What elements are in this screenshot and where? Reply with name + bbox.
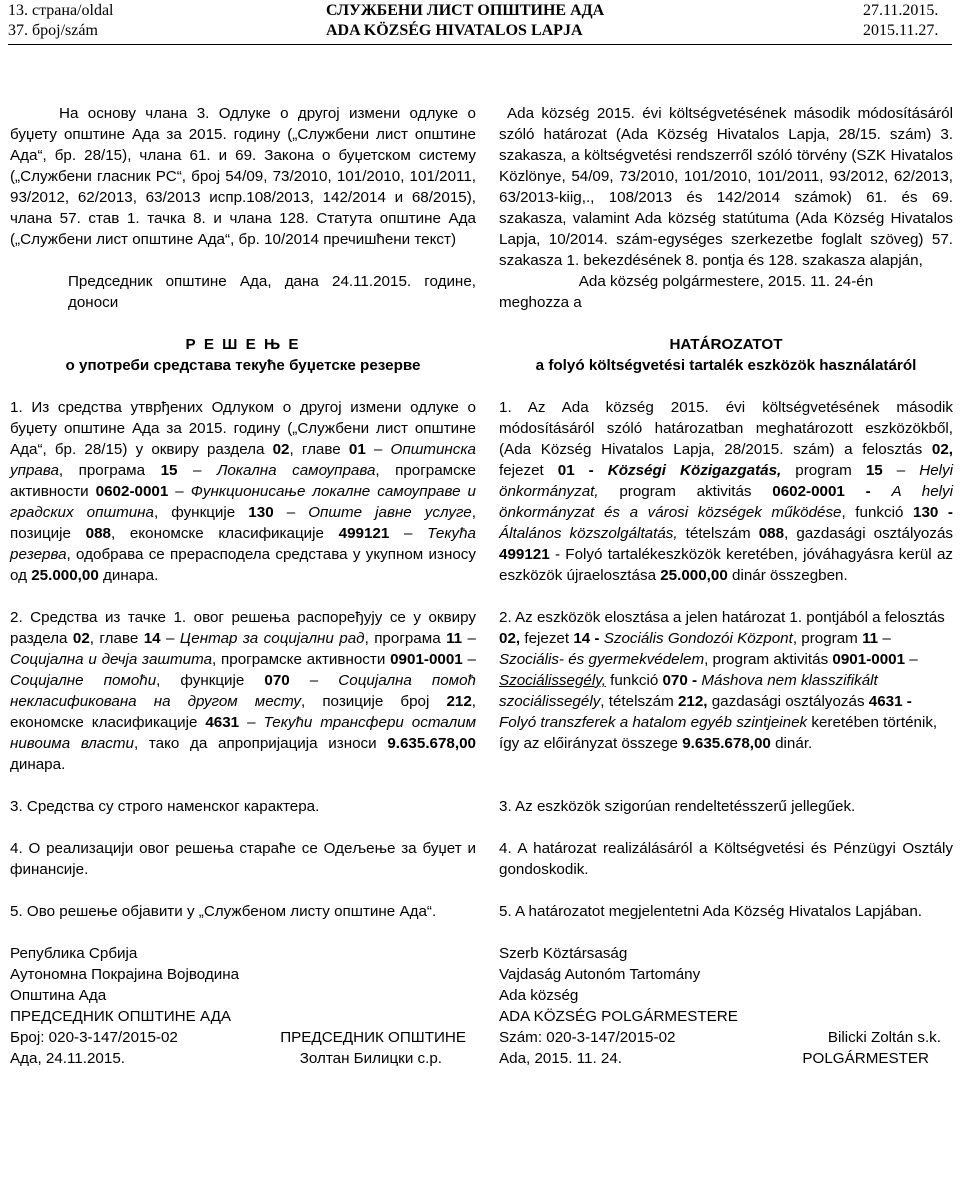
point-4: 4. О реализацији овог решења стараће се Одељење за буџет и финансије. — [10, 840, 476, 878]
journal-title-hu: ADA KÖZSÉG HIVATALOS LAPJA — [326, 22, 583, 39]
signature-municipality-hu: Ada község — [499, 987, 579, 1004]
date-hu: 2015.11.27. — [863, 22, 939, 39]
point-5: 5. Ово решење објавити у „Службеном листу општине Ада“. — [10, 903, 437, 920]
page-header — [0, 0, 960, 42]
decision-subtitle-hu: a folyó költségvetési tartalék eszközök használatáról — [535, 357, 917, 374]
point-1-hu: 1. Az Ada község 2015. évi költségvetésének második módosításáról szóló határozatban meghatározott eszközökből, (Ada Község Hivatalos Lapja, 28/2015. szám) a felosztás 02, fejezet 01 - Községi Közigazgatás, program 15 – Helyi önkormányzat, program aktivitás 0602-0001 - A helyi önkormányzat és a városi községek működése, funkció 130 - Általános közszolgáltatás, tételszám 088, gazdasági osztályozás 499121 - Folyó tartalékeszközök keretében, jóváhagyásra kerül az eszközök újraelosztása 25.000,00 dinár összegben. — [499, 399, 953, 584]
signature-province: Аутономна Покрајина Војводина — [10, 966, 240, 983]
intro-paragraph: На основу члана 3. Одлуке о другој измени одлуке о буџету општине Ада за 2015. годину („Службени лист општине Ада“, бр. 28/15), члана 61. и 69. Закона о буџетском систему („Службени гласник РС“, број 54/09, 73/2010, 101/2010, 101/2011, 93/2012, 62/2013, 63/2013 испр.108/2013, 142/2014 и 68/2015), члана 57. став 1. тачка 8. и члана 128. Статута општине Ада („Службени лист општине Ада“, бр. 10/2014 пречишћени текст) — [10, 105, 476, 248]
signature-municipality: Општина Ада — [10, 987, 107, 1004]
point-3: 3. Средства су строго наменског карактера. — [10, 798, 320, 815]
header-rule — [8, 44, 952, 45]
document-date-hu: Ada, 2015. 11. 24. — [499, 1050, 623, 1067]
serbian-column — [10, 103, 476, 1069]
signature-date-row-hu — [499, 1048, 953, 1069]
signature-republic: Република Србија — [10, 945, 138, 962]
journal-title-sr: СЛУЖБЕНИ ЛИСТ ОПШТИНЕ АДА — [326, 2, 605, 19]
mayor-line-hu-2: meghozza a — [499, 294, 582, 311]
hungarian-column — [499, 103, 953, 1069]
issue-number: 37. број/szám — [8, 22, 98, 39]
signature-number-row — [10, 1027, 476, 1048]
document-number-hu: Szám: 020-3-147/2015-02 — [499, 1029, 676, 1046]
signature-number-row-hu — [499, 1027, 953, 1048]
point-5-hu: 5. A határozatot megjelentetni Ada Község Hivatalos Lapjában. — [499, 903, 923, 920]
document-date: Ада, 24.11.2015. — [10, 1050, 125, 1067]
page-number: 13. страна/oldal — [8, 2, 114, 19]
point-2: 2. Средства из тачке 1. овог решења распоређују се у оквиру раздела 02, главе 14 – Центар за социјални рад, програма 11 – Социјална и дечја заштита, програмске активности 0901-0001 – Социјалне помоћи, функције 070 – Социјална помоћ некласификована на другом месту, позиције број 212, економске класификације 4631 – Текући трансфери осталим нивоима власти, тако да апропријација износи 9.635.678,00 динара. — [10, 609, 477, 773]
decision-subtitle: о употреби средстава текуће буџетске резерве — [65, 357, 421, 374]
signature-office-hu: ADA KÖZSÉG POLGÁRMESTERE — [499, 1008, 738, 1025]
signatory-title-hu: POLGÁRMESTER — [802, 1050, 929, 1067]
signature-province-hu: Vajdaság Autonóm Tartomány — [499, 966, 701, 983]
signature-date-row — [10, 1048, 476, 1069]
intro-paragraph-hu: Ada község 2015. évi költségvetésének második módosításáról szóló határozat (Ada Község Hivatalos Lapja, 28/15. szám) 3. szakasza, a költségvetési rendszerről szóló törvény (SZK Hivatalos Közlönye, 54/09, 73/2010, 101/2010, 101/2011, 93/2012, 62/2013, 63/2013-kiig,., 108/2013 és 142/2014 számok) 61. és 69. szakasza, valamint Ada község statútuma (Ada Község Hivatalos Lapja, 10/2014. szám-egységes szerkezetbe foglalt szöveg) 57. szakasza 1. bekezdésének 8. pontja és 128. szakasza alapján, — [499, 105, 953, 269]
president-line: Председник општине Ада, дана 24.11.2015. године, доноси — [68, 273, 476, 311]
signatory-name-hu: Bilicki Zoltán s.k. — [827, 1029, 941, 1046]
signature-republic-hu: Szerb Köztársaság — [499, 945, 628, 962]
point-2-hu: 2. Az eszközök elosztása a jelen határozat 1. pontjából a felosztás 02, fejezet 14 - Szociális Gondozói Központ, program 11 – Szociális- és gyermekvédelem, program aktivitás 0901-0001 – Szociálissegély, funkció 070 - Máshova nem klasszifikált szociálissegély, tételszám 212, gazdasági osztályozás 4631 - Folyó transzferek a hatalom egyéb szintjeinek keretében történik, így az előirányzat összege 9.635.678,00 dinár. — [499, 609, 945, 752]
date-sr: 27.11.2015. — [863, 2, 939, 19]
signatory-title: ПРЕДСЕДНИК ОПШТИНЕ — [280, 1029, 466, 1046]
point-4-hu: 4. A határozat realizálásáról a Költségvetési és Pénzügyi Osztály gondoskodik. — [499, 840, 953, 878]
decision-title-hu: HATÁROZATOT — [669, 336, 783, 353]
signature-office: ПРЕДСЕДНИК ОПШТИНЕ АДА — [10, 1008, 232, 1025]
point-3-hu: 3. Az eszközök szigorúan rendeltetésszerű jellegűek. — [499, 798, 856, 815]
decision-title: Р Е Ш Е Њ Е — [185, 336, 301, 353]
signatory-name: Золтан Билицки с.р. — [299, 1050, 442, 1067]
mayor-line-hu: Ada község polgármestere, 2015. 11. 24-én — [578, 273, 874, 290]
document-number: Број: 020-3-147/2015-02 — [10, 1029, 178, 1046]
point-1: 1. Из средства утврђених Одлуком о другој измени одлуке о буџету општине Ада за 2015. годину („Службени лист општине Ада“, бр. 28/15) у оквиру раздела 02, главе 01 – Општинска управа, програма 15 – Локална самоуправа, програмске активности 0602-0001 – Функционисање локалне самоуправе и градских општина, функције 130 – Опште јавне услуге, позиције 088, економске класификације 499121 – Текућа резерва, одобрава се прерасподела средстава у укупном износу од 25.000,00 динара. — [10, 399, 477, 584]
